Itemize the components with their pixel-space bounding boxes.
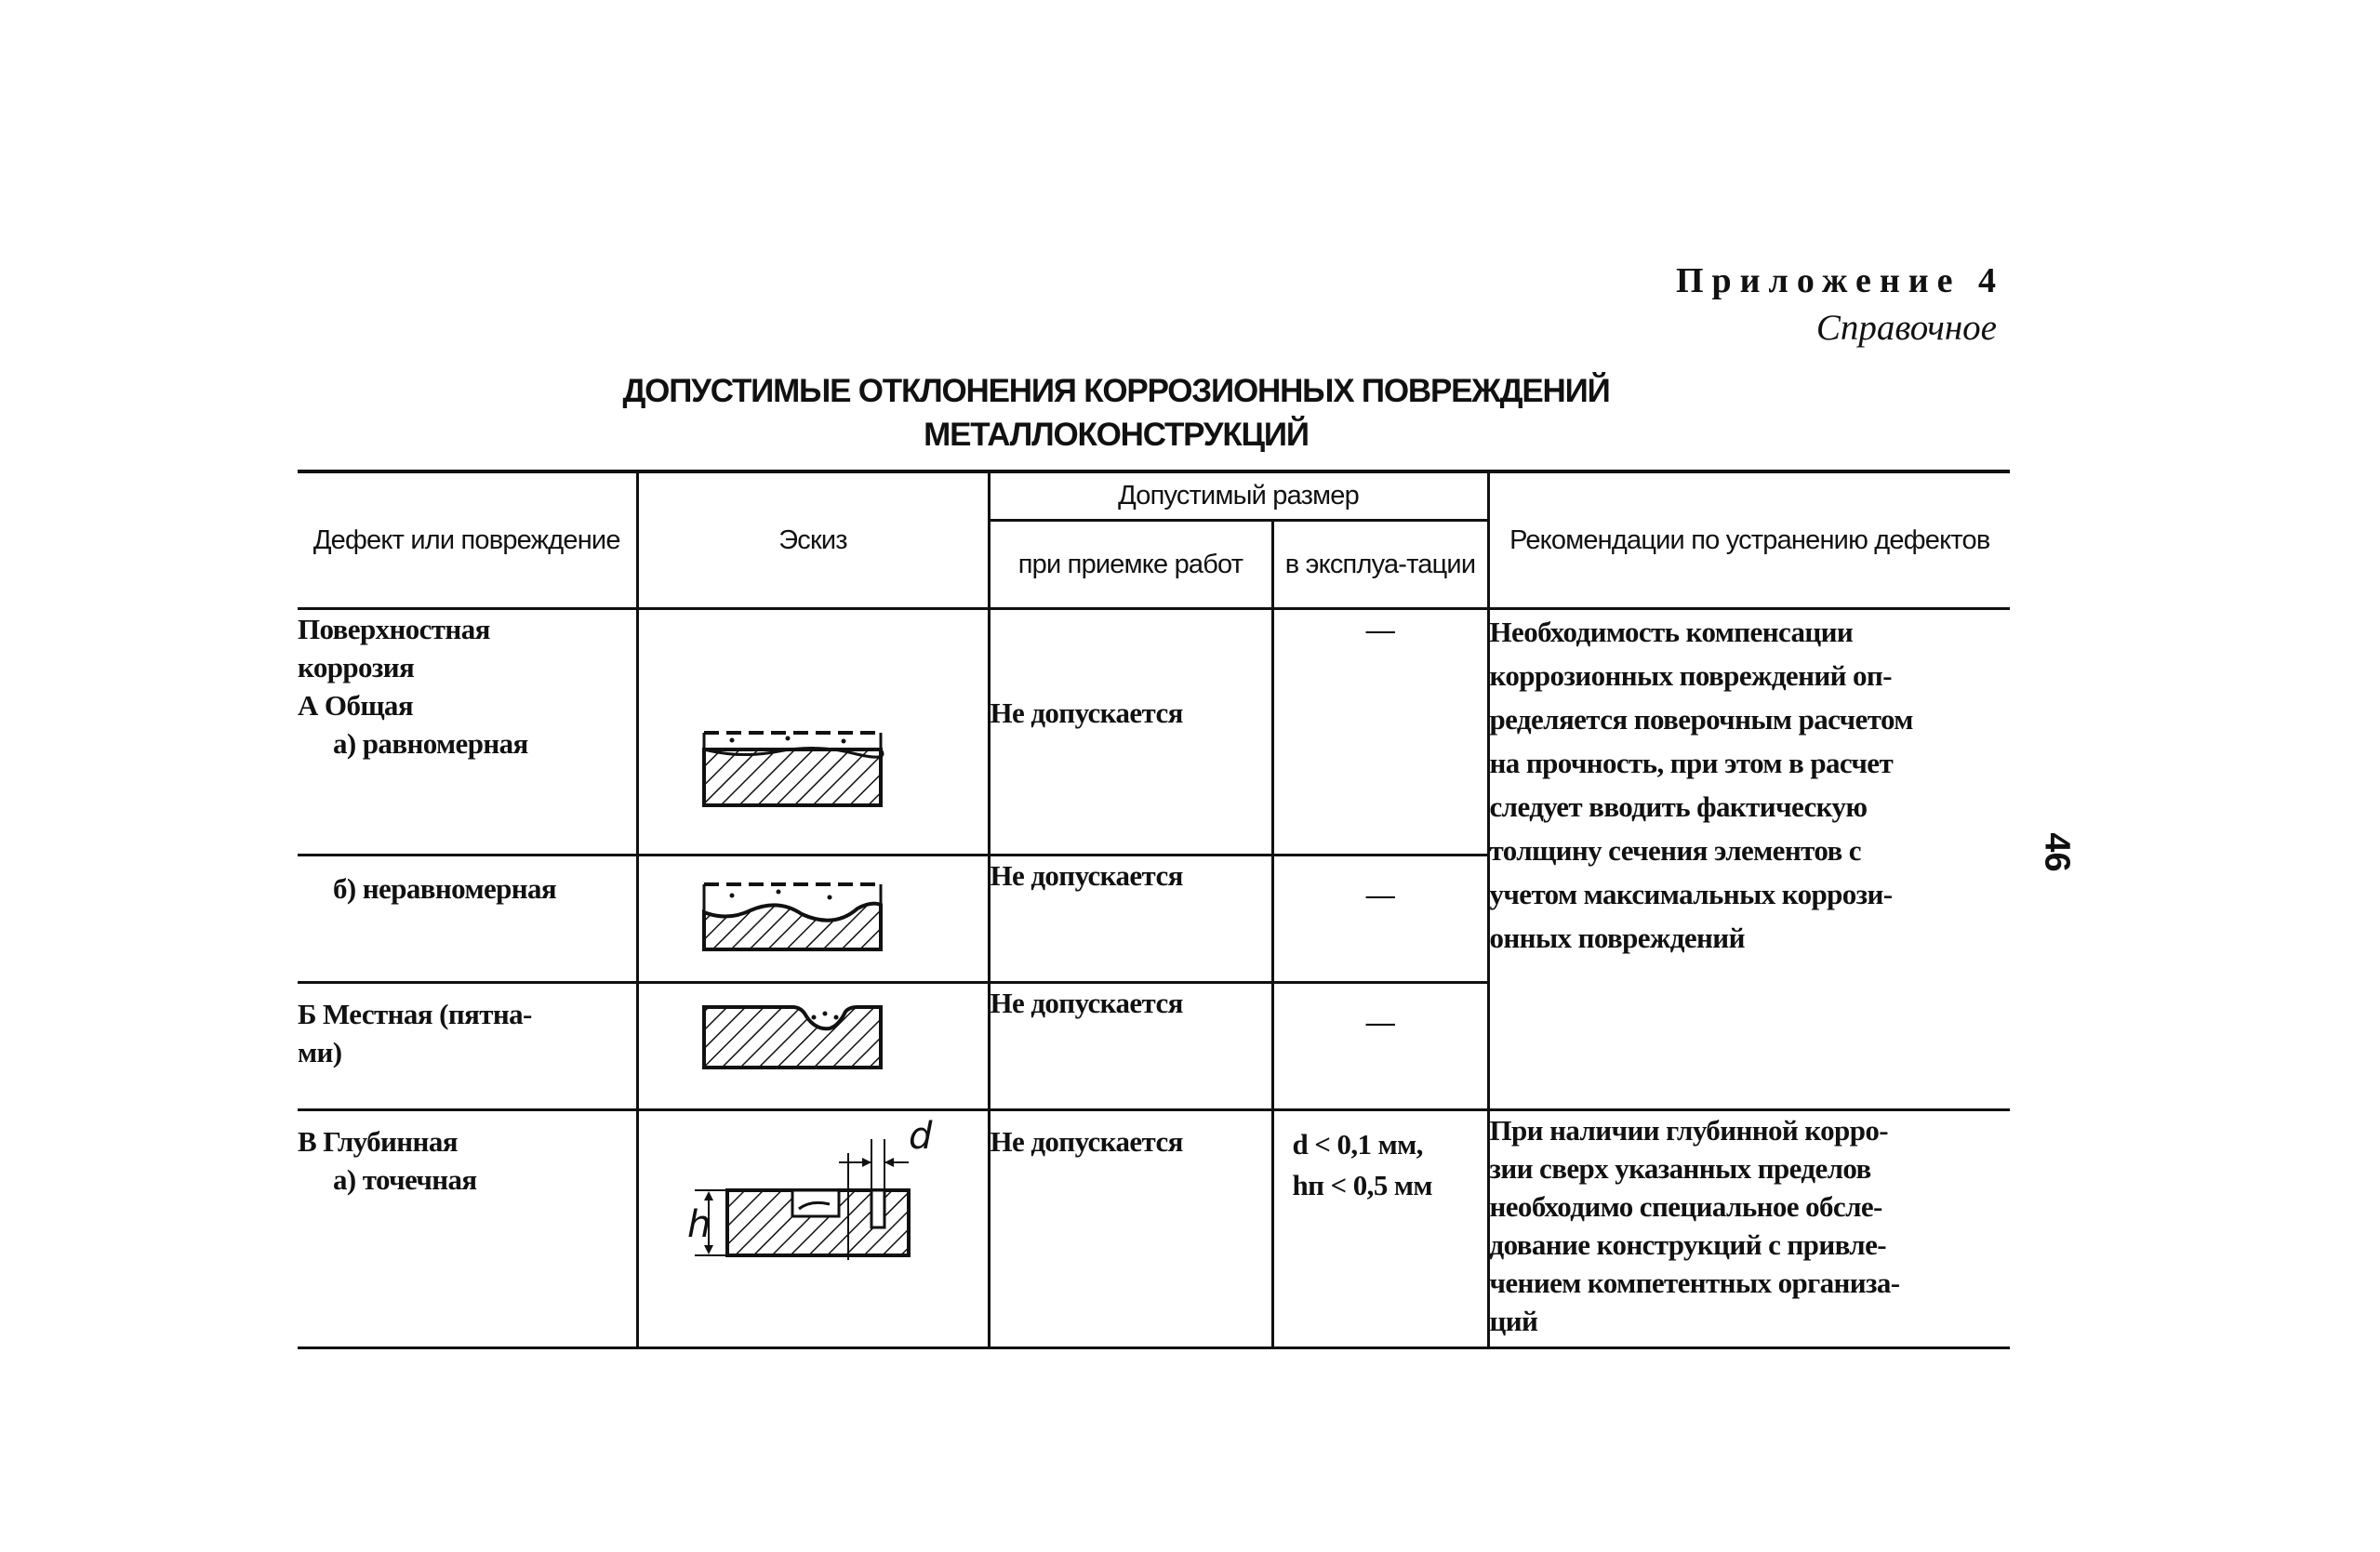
recommendation-line: ций xyxy=(1489,1304,1538,1337)
title-line-2: МЕТАЛЛОКОНСТРУКЦИЙ xyxy=(924,417,1309,453)
in-operation-cell: — xyxy=(1272,608,1488,855)
recommendation-line: ределяется поверочным расчетом xyxy=(1489,702,1913,736)
operation-limit-h: hп < 0,5 мм xyxy=(1292,1168,1432,1201)
header-recommendations: Рекомендации по устранению дефектов xyxy=(1488,471,2010,608)
sketch-cell xyxy=(637,855,989,982)
corrosion-deviations-table xyxy=(298,470,2010,1349)
on-acceptance-cell: Не допускается xyxy=(989,1109,1272,1347)
header-on-acceptance: при приемке работ xyxy=(989,520,1272,608)
in-operation-cell xyxy=(1272,1109,1488,1347)
title-line-1: ДОПУСТИМЫЕ ОТКЛОНЕНИЯ КОРРОЗИОННЫХ ПОВРЕЖДЕНИЙ xyxy=(622,373,1610,409)
operation-limit-d: d < 0,1 мм, xyxy=(1292,1127,1423,1161)
document-title xyxy=(307,369,1925,457)
depth-label: h xyxy=(686,1202,711,1246)
diameter-label: d xyxy=(908,1114,932,1158)
recommendation-line: дование конструкций с привле- xyxy=(1489,1227,1886,1261)
recommendation-line: зии сверх указанных пределов xyxy=(1489,1151,1871,1185)
header-allowed-size: Допустимый размер xyxy=(989,471,1488,520)
pitting-corrosion-sketch-icon xyxy=(639,1111,985,1346)
local-corrosion-sketch-icon xyxy=(639,984,985,1108)
defect-line: а) точечная xyxy=(333,1162,477,1196)
defect-cell xyxy=(298,608,637,855)
defect-cell xyxy=(298,1109,637,1347)
recommendation-line: следует вводить фактическую xyxy=(1489,789,1868,823)
recommendation-line: онных повреждений xyxy=(1489,921,1745,954)
defect-line: а) равномерная xyxy=(333,726,528,760)
on-acceptance-cell: Не допускается xyxy=(989,982,1272,1109)
defect-cell xyxy=(298,982,637,1109)
sketch-cell xyxy=(637,1109,989,1347)
nonuniform-corrosion-sketch-icon xyxy=(639,856,985,981)
table-row xyxy=(298,608,2010,855)
in-operation-cell: — xyxy=(1272,982,1488,1109)
recommendation-line: Необходимость компенсации xyxy=(1489,615,1854,648)
sketch-cell xyxy=(637,608,989,855)
on-acceptance-cell: Не допускается xyxy=(989,855,1272,982)
recommendation-line: учетом максимальных коррози- xyxy=(1489,877,1893,910)
recommendation-deep-cell xyxy=(1488,1109,2010,1347)
recommendation-surface-cell xyxy=(1488,608,2010,1109)
table-row xyxy=(298,1109,2010,1347)
defect-line: б) неравномерная xyxy=(333,871,557,905)
defect-line: Б Местная (пятна- xyxy=(298,997,532,1030)
header-defect: Дефект или повреждение xyxy=(298,471,637,608)
recommendation-line: необходимо специальное обсле- xyxy=(1489,1189,1882,1223)
on-acceptance-cell: Не допускается xyxy=(989,608,1272,855)
recommendation-line: на прочность, при этом в расчет xyxy=(1489,746,1894,779)
recommendation-line: чением компетентных организа- xyxy=(1489,1266,1900,1299)
in-operation-cell: — xyxy=(1272,855,1488,982)
defect-line: коррозия xyxy=(298,650,415,683)
header-in-operation: в эксплуа-тации xyxy=(1272,520,1488,608)
uniform-corrosion-sketch-icon xyxy=(639,610,985,854)
defect-line: В Глубинная xyxy=(298,1124,458,1158)
sketch-cell xyxy=(637,982,989,1109)
defect-line: ми) xyxy=(298,1035,342,1068)
recommendation-line: При наличии глубинной корро- xyxy=(1489,1113,1888,1147)
appendix-title: Приложение 4 xyxy=(1675,261,2004,300)
defect-cell xyxy=(298,855,637,982)
recommendation-line: толщину сечения элементов с xyxy=(1489,833,1861,867)
recommendation-line: коррозионных повреждений оп- xyxy=(1489,658,1892,692)
defect-line: Поверхностная xyxy=(298,612,490,645)
defect-line: А Общая xyxy=(298,688,413,722)
page-number: 46 xyxy=(2037,832,2077,872)
appendix-subtitle: Справочное xyxy=(1815,308,1997,348)
header-sketch: Эскиз xyxy=(637,471,989,608)
